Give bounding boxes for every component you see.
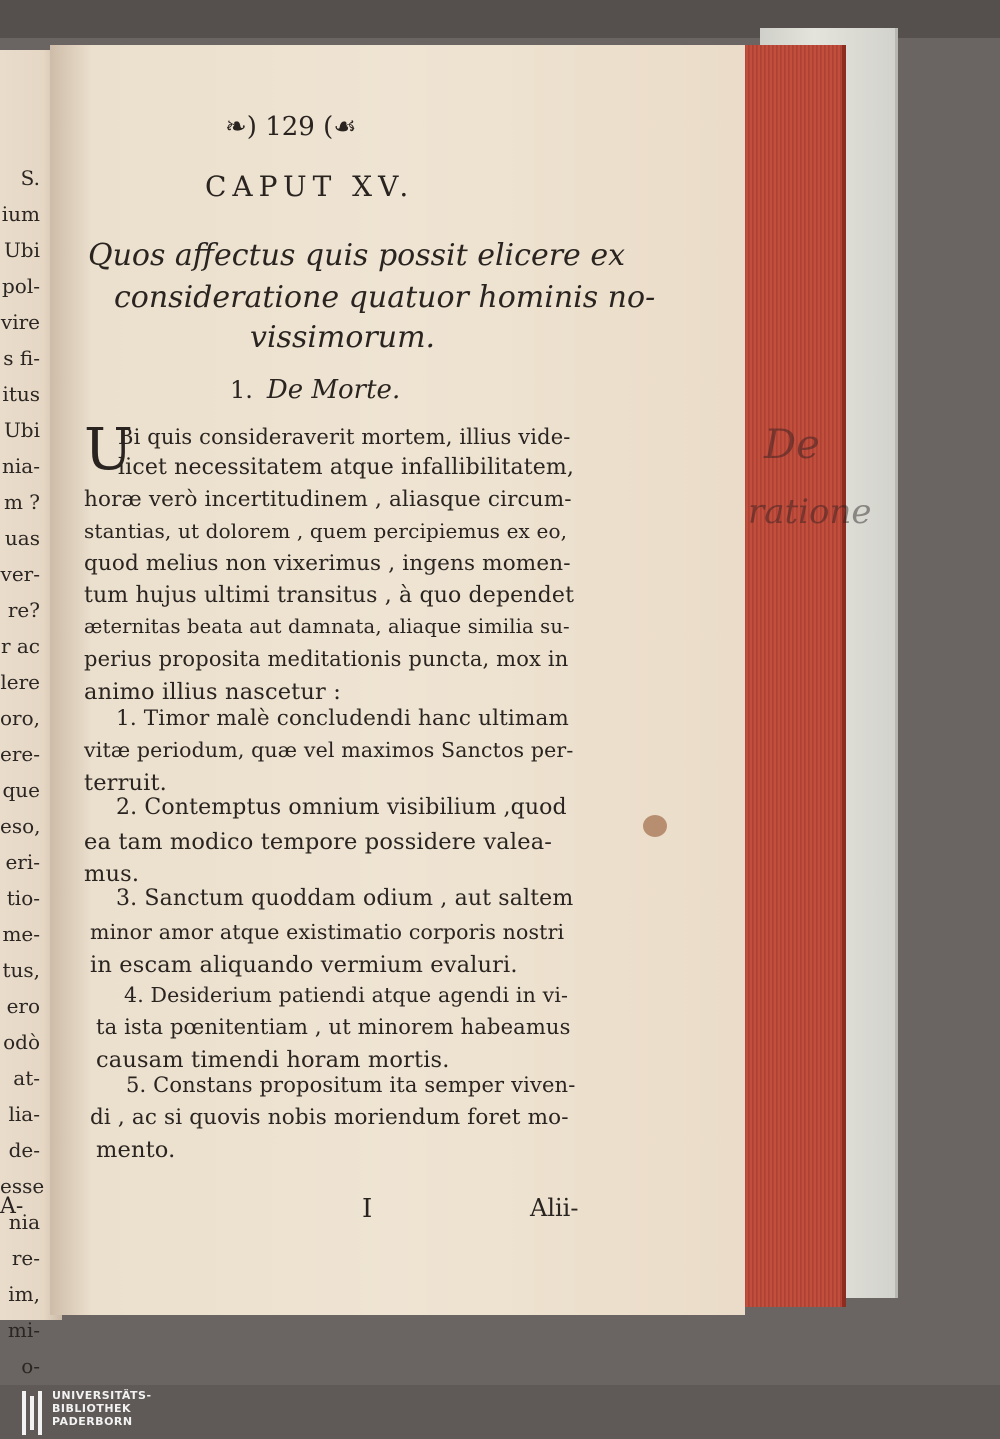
section-number: 1. <box>230 376 253 404</box>
body-line: 5. Constans propositum ita semper viven- <box>126 1073 576 1097</box>
margin-line: tio- <box>6 886 40 910</box>
margin-line: re- <box>11 1246 40 1270</box>
body-line: mento. <box>96 1137 176 1163</box>
edge-text-1: De <box>764 422 820 468</box>
margin-line: Ubi <box>3 238 40 262</box>
margin-line: Ubi <box>3 418 40 442</box>
margin-line: lia- <box>8 1102 40 1126</box>
margin-line: ero <box>6 994 40 1018</box>
drop-initial: U <box>84 415 133 483</box>
margin-line: nia- <box>2 454 40 478</box>
margin-line: nia <box>8 1210 40 1234</box>
body-line: 2. Contemptus omnium visibilium ,quod <box>116 795 567 820</box>
catchword: Alii- <box>530 1194 579 1222</box>
margin-line: oro, <box>0 706 40 730</box>
margin-line: esse <box>0 1174 45 1198</box>
body-line: perius proposita meditationis puncta, mox in <box>84 647 569 671</box>
margin-line: m ? <box>3 490 40 514</box>
margin-line: odò <box>3 1030 40 1054</box>
margin-line: eso, <box>0 814 41 838</box>
body-line: ea tam modico tempore possidere valea- <box>84 829 553 855</box>
left-page-catchword: A- <box>0 1194 24 1219</box>
body-line: animo illius nascetur : <box>84 679 341 705</box>
page-number-header: ❧) 129 (☙ <box>225 112 357 142</box>
body-line: Bi quis consideraverit mortem, illius vide- <box>118 425 571 449</box>
margin-line: ium <box>1 202 40 226</box>
chapter-title-line: vissimorum. <box>250 320 436 355</box>
body-line: stantias, ut dolorem , quem percipiemus ex eo, <box>84 519 568 543</box>
body-line: 4. Desiderium patiendi atque agendi in vi- <box>124 983 569 1007</box>
margin-line: s fi- <box>3 346 40 370</box>
body-line: terruit. <box>84 770 167 796</box>
margin-line: r ac <box>0 634 40 658</box>
body-line: causam timendi horam mortis. <box>96 1047 450 1073</box>
signature-mark: I <box>362 1194 373 1224</box>
margin-line: mi- <box>7 1318 40 1342</box>
body-line: in escam aliquando vermium evaluri. <box>90 952 518 978</box>
body-line: di , ac si quovis nobis moriendum foret mo- <box>90 1105 569 1130</box>
margin-line: que <box>2 778 40 802</box>
library-watermark-text: UNIVERSITÄTS- BIBLIOTHEK PADERBORN <box>52 1389 152 1428</box>
chapter-title-line: Quos affectus quis possit elicere ex <box>88 238 626 273</box>
paper-stain <box>643 815 667 837</box>
body-line: 1. Timor malè concludendi hanc ultimam <box>116 706 569 731</box>
margin-line: ere- <box>0 742 40 766</box>
body-line: quod melius non vixerimus , ingens momen- <box>84 551 571 576</box>
margin-line: pol- <box>2 274 40 298</box>
margin-line: lere <box>0 670 40 694</box>
edge-text-2: ratione <box>748 492 872 532</box>
body-line: mus. <box>84 861 140 887</box>
margin-line: S. <box>20 166 40 190</box>
margin-line: o- <box>21 1354 40 1378</box>
red-page-edges <box>742 45 846 1307</box>
margin-line: de- <box>8 1138 40 1162</box>
margin-line: uas <box>4 526 40 550</box>
section-title: De Morte. <box>266 375 401 405</box>
margin-line: re? <box>7 598 40 622</box>
body-line: vitæ periodum, quæ vel maximos Sanctos per- <box>84 738 574 762</box>
margin-line: ver- <box>0 562 40 586</box>
chapter-title-line: consideratione quatuor hominis no- <box>114 280 656 315</box>
body-line: tum hujus ultimi transitus , à quo dependet <box>84 583 575 608</box>
margin-line: itus <box>2 382 40 406</box>
body-line: ta ista pœnitentiam , ut minorem habeamus <box>96 1015 571 1039</box>
body-line: 3. Sanctum quoddam odium , aut saltem <box>116 886 574 911</box>
chapter-heading: CAPUT XV. <box>205 170 415 203</box>
body-line: licet necessitatem atque infallibilitatem, <box>118 455 575 480</box>
margin-line: vire <box>0 310 40 334</box>
body-line: horæ verò incertitudinem , aliasque circum- <box>84 487 572 512</box>
margin-line: im, <box>8 1282 40 1306</box>
body-line: æternitas beata aut damnata, aliaque similia su- <box>84 615 570 638</box>
margin-line: eri- <box>5 850 40 874</box>
body-line: minor amor atque existimatio corporis nostri <box>90 920 565 944</box>
section-heading <box>230 375 400 405</box>
margin-line: tus, <box>2 958 40 982</box>
margin-line: at- <box>13 1066 40 1090</box>
margin-line: me- <box>2 922 40 946</box>
library-logo-icon <box>22 1391 44 1435</box>
